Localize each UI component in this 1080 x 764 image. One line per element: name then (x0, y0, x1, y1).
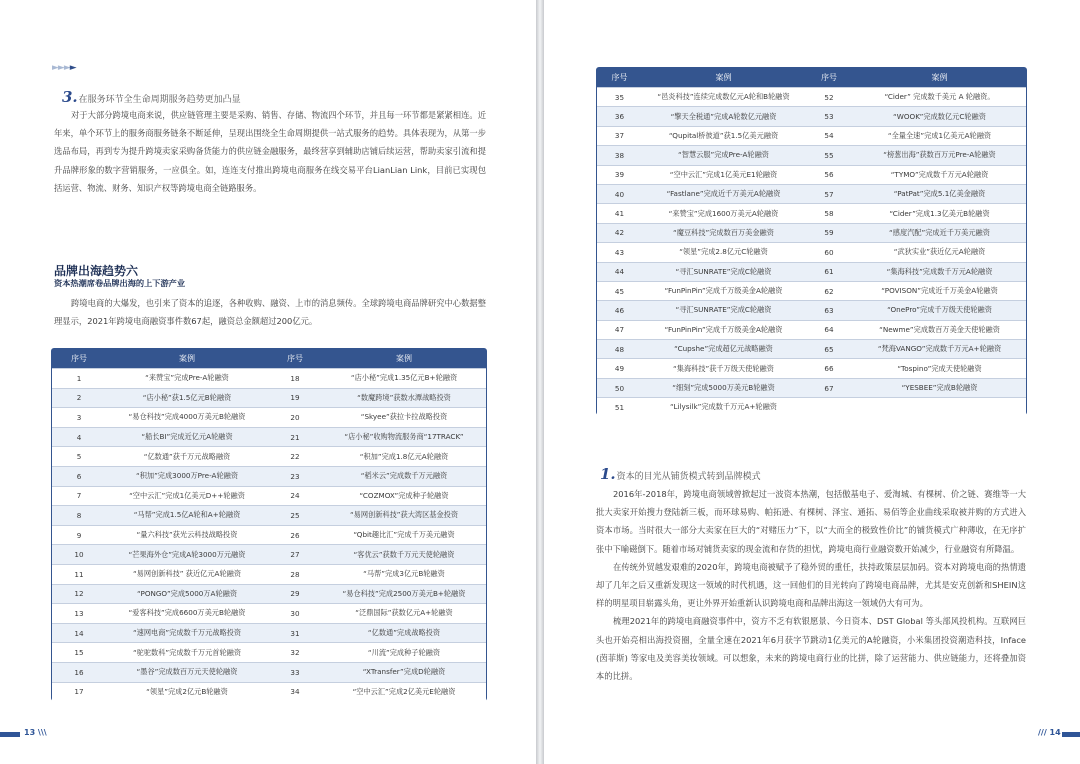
row-number: 22 (268, 447, 322, 467)
row-case (853, 398, 1026, 417)
row-case: “客优云”获数千万元天使轮融资 (322, 545, 486, 565)
financing-table-right (597, 68, 1026, 417)
row-number: 44 (597, 262, 642, 281)
table-row (597, 378, 1026, 397)
row-number: 4 (52, 427, 106, 447)
row-case: “来赞宝”完成1600万美元A轮融资 (642, 204, 805, 223)
row-number: 31 (268, 623, 322, 643)
row-number: 62 (805, 281, 853, 300)
footer-bar-left (0, 732, 20, 737)
row-number: 29 (268, 584, 322, 604)
row-number: 7 (52, 486, 106, 506)
row-case: “亿数通”获千万元战略融资 (106, 447, 268, 467)
table-header-row (597, 68, 1026, 88)
table-row (597, 398, 1026, 417)
row-case: “Cider”完成1.3亿美元B轮融资 (853, 204, 1026, 223)
row-number (805, 398, 853, 417)
row-number: 36 (597, 107, 642, 126)
row-number: 50 (597, 378, 642, 397)
table-row (597, 320, 1026, 339)
row-case: “驼驼数科”完成数千万元首轮融资 (106, 643, 268, 663)
footer-bar-right (1062, 732, 1080, 737)
row-case: “邑炎科技”连续完成数亿元A轮和B轮融资 (642, 88, 805, 107)
row-case: “武狄实业”获近亿元A轮融资 (853, 243, 1026, 262)
col-header-no: 序号 (805, 68, 853, 88)
section1-p1: 2016年-2018年，跨境电商领域曾掀起过一波资本热潮，包括傲基电子、爱淘城、有棵树、价之链、赛维等一大批大卖家开始搜力登陆新三板，而环球易购、帕拓逊、有棵树、泽宝、通拓、易佰等企业曲线采取被并购的方式进入资本市场。当时很大一部分大卖家在巨大的“对赌压力”下，以“大而全的极致性价比”的铺货模式广种薄收，在无序扩张中下喻磁倒下。随着市场对铺货卖家的现金流和存货的担忧，跨境电商行业融资数开始减少，行业融资有所降温。 (596, 489, 1026, 554)
row-number: 35 (597, 88, 642, 107)
row-number: 21 (268, 427, 322, 447)
row-number: 15 (52, 643, 106, 663)
col-header-case: 案例 (642, 68, 805, 88)
row-number: 47 (597, 320, 642, 339)
row-case: “空中云汇”完成1亿美元D++轮融资 (106, 486, 268, 506)
row-number: 42 (597, 223, 642, 242)
row-case: “爱客科技”完成6600万美元B轮融资 (106, 604, 268, 624)
row-case: “泛鼎国际”获数亿元A+轮融资 (322, 604, 486, 624)
col-header-no: 序号 (268, 349, 322, 369)
row-number: 13 (52, 604, 106, 624)
row-number: 43 (597, 243, 642, 262)
table-row (597, 146, 1026, 165)
row-case: “马帮”完成1.5亿A轮和A+轮融资 (106, 506, 268, 526)
row-number: 30 (268, 604, 322, 624)
row-case: “TYMO”完成数千万元A轮融资 (853, 165, 1026, 184)
row-number: 23 (268, 466, 322, 486)
row-case: “PatPat”完成5.1亿美金融资 (853, 184, 1026, 203)
row-number: 63 (805, 301, 853, 320)
row-number: 53 (805, 107, 853, 126)
table-header-row (52, 349, 486, 369)
table-row (597, 281, 1026, 300)
row-number: 37 (597, 126, 642, 145)
trend6-title: 品牌出海趋势六 (54, 264, 139, 278)
row-case: “YESBEE”完成B轮融资 (853, 378, 1026, 397)
row-number: 6 (52, 466, 106, 486)
row-number: 10 (52, 545, 106, 565)
row-case: “数魔跨境”获数水潭战略投资 (322, 388, 486, 408)
row-case: “马帮”完成3亿元B轮融资 (322, 564, 486, 584)
table-row (597, 107, 1026, 126)
row-case: “感度汽配”完成近千万美元融资 (853, 223, 1026, 242)
table-row (597, 126, 1026, 145)
col-header-no: 序号 (597, 68, 642, 88)
row-case: “Newme”完成数百万美金天使轮融资 (853, 320, 1026, 339)
book-gutter (536, 0, 544, 764)
row-case: “XTransfer”完成D轮融资 (322, 662, 486, 682)
page-number-right: /// 14 (1038, 728, 1061, 737)
table-row (52, 427, 486, 447)
table-row (597, 262, 1026, 281)
row-case: “Fastlane”完成近千万美元A轮融资 (642, 184, 805, 203)
section3-paragraph: 对于大部分跨境电商来说，供应链管理主要是采购、销售、存储、物流四个环节，并且每一环节都是紧紧相连。近年来，单个环节上的服务商服务链条不断延伸，呈现出围绕全生命周期提供一站式服务的趋势。具体表现为，从第一步选品布局，再到专为提升跨境卖家采购备货能力的供应链金融服务，最终营享到辅助店铺后续运营，帮助卖家引流和提升品牌形象的数字营销服务，一应俱全。如，连连支付推出跨境电商服务在线交易平台LianLian Link，目前已实现包括运营、物流、财务、知识产权等跨境电商全链路服务。 (54, 110, 486, 193)
row-case: “Cider” 完成数千美元 A 轮融资。 (853, 88, 1026, 107)
row-number: 24 (268, 486, 322, 506)
row-number: 33 (268, 662, 322, 682)
row-number: 17 (52, 682, 106, 701)
row-number: 60 (805, 243, 853, 262)
row-case: “易网创新科技”获大湾区基金投资 (322, 506, 486, 526)
col-header-case: 案例 (853, 68, 1026, 88)
section3-heading: 3.在服务环节全生命周期服务趋势更加凸显 (62, 88, 241, 106)
row-number: 45 (597, 281, 642, 300)
row-number: 67 (805, 378, 853, 397)
row-case: “全量全速”完成1亿美元A轮融资 (853, 126, 1026, 145)
row-case: “寻汇SUNRATE”完成C轮融资 (642, 301, 805, 320)
row-number: 9 (52, 525, 106, 545)
row-number: 26 (268, 525, 322, 545)
row-case: “川流”完成种子轮融资 (322, 643, 486, 663)
row-number: 38 (597, 146, 642, 165)
row-case: “积加”完成1.8亿元A轮融资 (322, 447, 486, 467)
table-row (52, 388, 486, 408)
row-case: “POVISON”完成近千万美金A轮融资 (853, 281, 1026, 300)
row-case: “易网创新科技” 获近亿元A轮融资 (106, 564, 268, 584)
table-row (52, 662, 486, 682)
row-number: 11 (52, 564, 106, 584)
row-case: “Cupshe”完成超亿元战略融资 (642, 340, 805, 359)
row-number: 66 (805, 359, 853, 378)
row-number: 12 (52, 584, 106, 604)
row-number: 19 (268, 388, 322, 408)
row-case: “领星”完成2亿元B轮融资 (106, 682, 268, 701)
table-row (52, 408, 486, 428)
row-number: 41 (597, 204, 642, 223)
table-row (597, 243, 1026, 262)
table-row (52, 682, 486, 701)
row-case: “易仓科技”完成4000万美元B轮融资 (106, 408, 268, 428)
row-number: 54 (805, 126, 853, 145)
row-case: “寻汇SUNRATE”完成C轮融资 (642, 262, 805, 281)
row-number: 61 (805, 262, 853, 281)
row-case: “榜葱出海”获数百万元Pre-A轮融资 (853, 146, 1026, 165)
row-number: 57 (805, 184, 853, 203)
row-case: “Skyee”获拉卡拉战略投资 (322, 408, 486, 428)
row-case: “量六科技”获光云科技战略投资 (106, 525, 268, 545)
col-header-case: 案例 (106, 349, 268, 369)
row-number: 34 (268, 682, 322, 701)
row-case: “速网电商”完成数千万元战略投资 (106, 623, 268, 643)
table-row (52, 369, 486, 389)
row-case: “擎天全税通”完成A轮数亿元融资 (642, 107, 805, 126)
row-number: 59 (805, 223, 853, 242)
arrow-decor-icon: ►►►► (52, 63, 76, 73)
row-number: 3 (52, 408, 106, 428)
section1-p3: 梳理2021年的跨境电商融资事件中，资方不乏有软银愿景、今日资本、DST Global 等头部风投机构。互联网巨头也开始亮相出海投资圈，全量全速在2021年6月获字节跳动1亿美元的A轮融资，小米集团投资潮造科技，Inface (茵菲斯) 等家电及美容美妆领域。可以想象，未来的跨境电商行业的比拼，除了运营能力、供应链能力，还将叠加资本的比拼。 (596, 616, 1026, 682)
table-row (52, 545, 486, 565)
row-number: 28 (268, 564, 322, 584)
row-number: 8 (52, 506, 106, 526)
table-row (52, 623, 486, 643)
row-number: 16 (52, 662, 106, 682)
table-row (597, 359, 1026, 378)
row-number: 48 (597, 340, 642, 359)
row-number: 39 (597, 165, 642, 184)
row-case: “COZMOX”完成种子轮融资 (322, 486, 486, 506)
row-number: 56 (805, 165, 853, 184)
table-row (52, 564, 486, 584)
trend6-paragraph: 跨境电商的大爆发，也引来了资本的追逐，各种收购、融资、上市的消息频传。全球跨境电商品牌研究中心数据整理显示，2021年跨境电商融资事件数67起，融资总金额超过200亿元。 (54, 298, 486, 327)
row-case: “Qbit趣比汇”完成千万美元融资 (322, 525, 486, 545)
table-row (52, 447, 486, 467)
table-row (52, 466, 486, 486)
table-row (597, 301, 1026, 320)
row-case: “PONGO”完成5000万A轮融资 (106, 584, 268, 604)
row-case: “Lilysilk”完成数千万元A+轮融资 (642, 398, 805, 417)
row-case: “魔豆科技”完成数百万美金融资 (642, 223, 805, 242)
row-case: “店小秘”获1.5亿元B轮融资 (106, 388, 268, 408)
row-case: “FunPinPin”完成千万级美金A轮融资 (642, 281, 805, 300)
row-number: 52 (805, 88, 853, 107)
page-number-left: 13 \\\ (24, 728, 47, 737)
row-case: “空中云汇”完成1亿美元E1轮融资 (642, 165, 805, 184)
financing-table-left (52, 349, 486, 701)
row-case: “积加”完成3000万Pre-A轮融资 (106, 466, 268, 486)
row-case: “细刻”完成5000万美元B轮融资 (642, 378, 805, 397)
row-case: “店小秘”收购物流服务商“17TRACK” (322, 427, 486, 447)
table-row (597, 340, 1026, 359)
row-case: “易仓科技”完成2500万美元B+轮融资 (322, 584, 486, 604)
row-number: 40 (597, 184, 642, 203)
row-case: “集海科技”获千万级天使轮融资 (642, 359, 805, 378)
row-case: “芒果海外仓”完成A轮3000万元融资 (106, 545, 268, 565)
row-case: “店小秘”完成1.35亿元B+轮融资 (322, 369, 486, 389)
table-row (52, 486, 486, 506)
row-number: 64 (805, 320, 853, 339)
section1-paragraphs (596, 485, 1026, 685)
row-case: “领星”完成2.8亿元C轮融资 (642, 243, 805, 262)
table-row (597, 165, 1026, 184)
row-case: “Qupital桥彼道”获1.5亿美元融资 (642, 126, 805, 145)
table-row (52, 584, 486, 604)
row-number: 51 (597, 398, 642, 417)
table-row (52, 525, 486, 545)
col-header-no: 序号 (52, 349, 106, 369)
row-case: “集海科技”完成数千万元A轮融资 (853, 262, 1026, 281)
table-row (597, 184, 1026, 203)
row-number: 58 (805, 204, 853, 223)
section1-heading: 1.资本的目光从铺货模式转到品牌模式 (600, 465, 761, 483)
row-number: 14 (52, 623, 106, 643)
section1-p2: 在传统外贸越发艰难的2020年，跨境电商被赋予了稳外贸的重任，扶持政策层层加码。资本对跨境电商的热情遗却了几年之后又重新发现这一领域的时代机遇，这一回他们的目光转向了跨境电商品牌，尤其是安克创新和SHEIN这样的明星项目崭露头角，更让外界开始重新认识跨境电商和品牌出海这一领域仍大有可为。 (596, 561, 1026, 609)
row-number: 18 (268, 369, 322, 389)
row-number: 55 (805, 146, 853, 165)
row-case: “墨谷”完成数百万元天使轮融资 (106, 662, 268, 682)
row-case: “空中云汇”完成2亿美元E轮融资 (322, 682, 486, 701)
row-number: 2 (52, 388, 106, 408)
trend6-subtitle: 资本热潮席卷品牌出海的上下游产业 (54, 278, 186, 288)
row-number: 25 (268, 506, 322, 526)
table-row (597, 88, 1026, 107)
col-header-case: 案例 (322, 349, 486, 369)
table-row (597, 204, 1026, 223)
row-case: “亿数通”完成战略投资 (322, 623, 486, 643)
row-case: “梵海VANGO”完成数千万元A+轮融资 (853, 340, 1026, 359)
row-case: “WOOK”完成数亿元C轮融资 (853, 107, 1026, 126)
row-case: “OnePro”完成千万级天使轮融资 (853, 301, 1026, 320)
table-row (52, 506, 486, 526)
row-number: 5 (52, 447, 106, 467)
row-case: “来赞宝”完成Pre-A轮融资 (106, 369, 268, 389)
row-number: 1 (52, 369, 106, 389)
row-case: “智慧云服”完成Pre-A轮融资 (642, 146, 805, 165)
row-number: 49 (597, 359, 642, 378)
row-number: 27 (268, 545, 322, 565)
row-number: 32 (268, 643, 322, 663)
row-number: 65 (805, 340, 853, 359)
row-case: “FunPinPin”完成千万级美金A轮融资 (642, 320, 805, 339)
table-row (597, 223, 1026, 242)
row-number: 46 (597, 301, 642, 320)
row-case: “Tospino”完成天使轮融资 (853, 359, 1026, 378)
table-row (52, 604, 486, 624)
table-row (52, 643, 486, 663)
row-case: “船长BI”完成近亿元A轮融资 (106, 427, 268, 447)
row-number: 20 (268, 408, 322, 428)
row-case: “稻米云”完成数千万元融资 (322, 466, 486, 486)
